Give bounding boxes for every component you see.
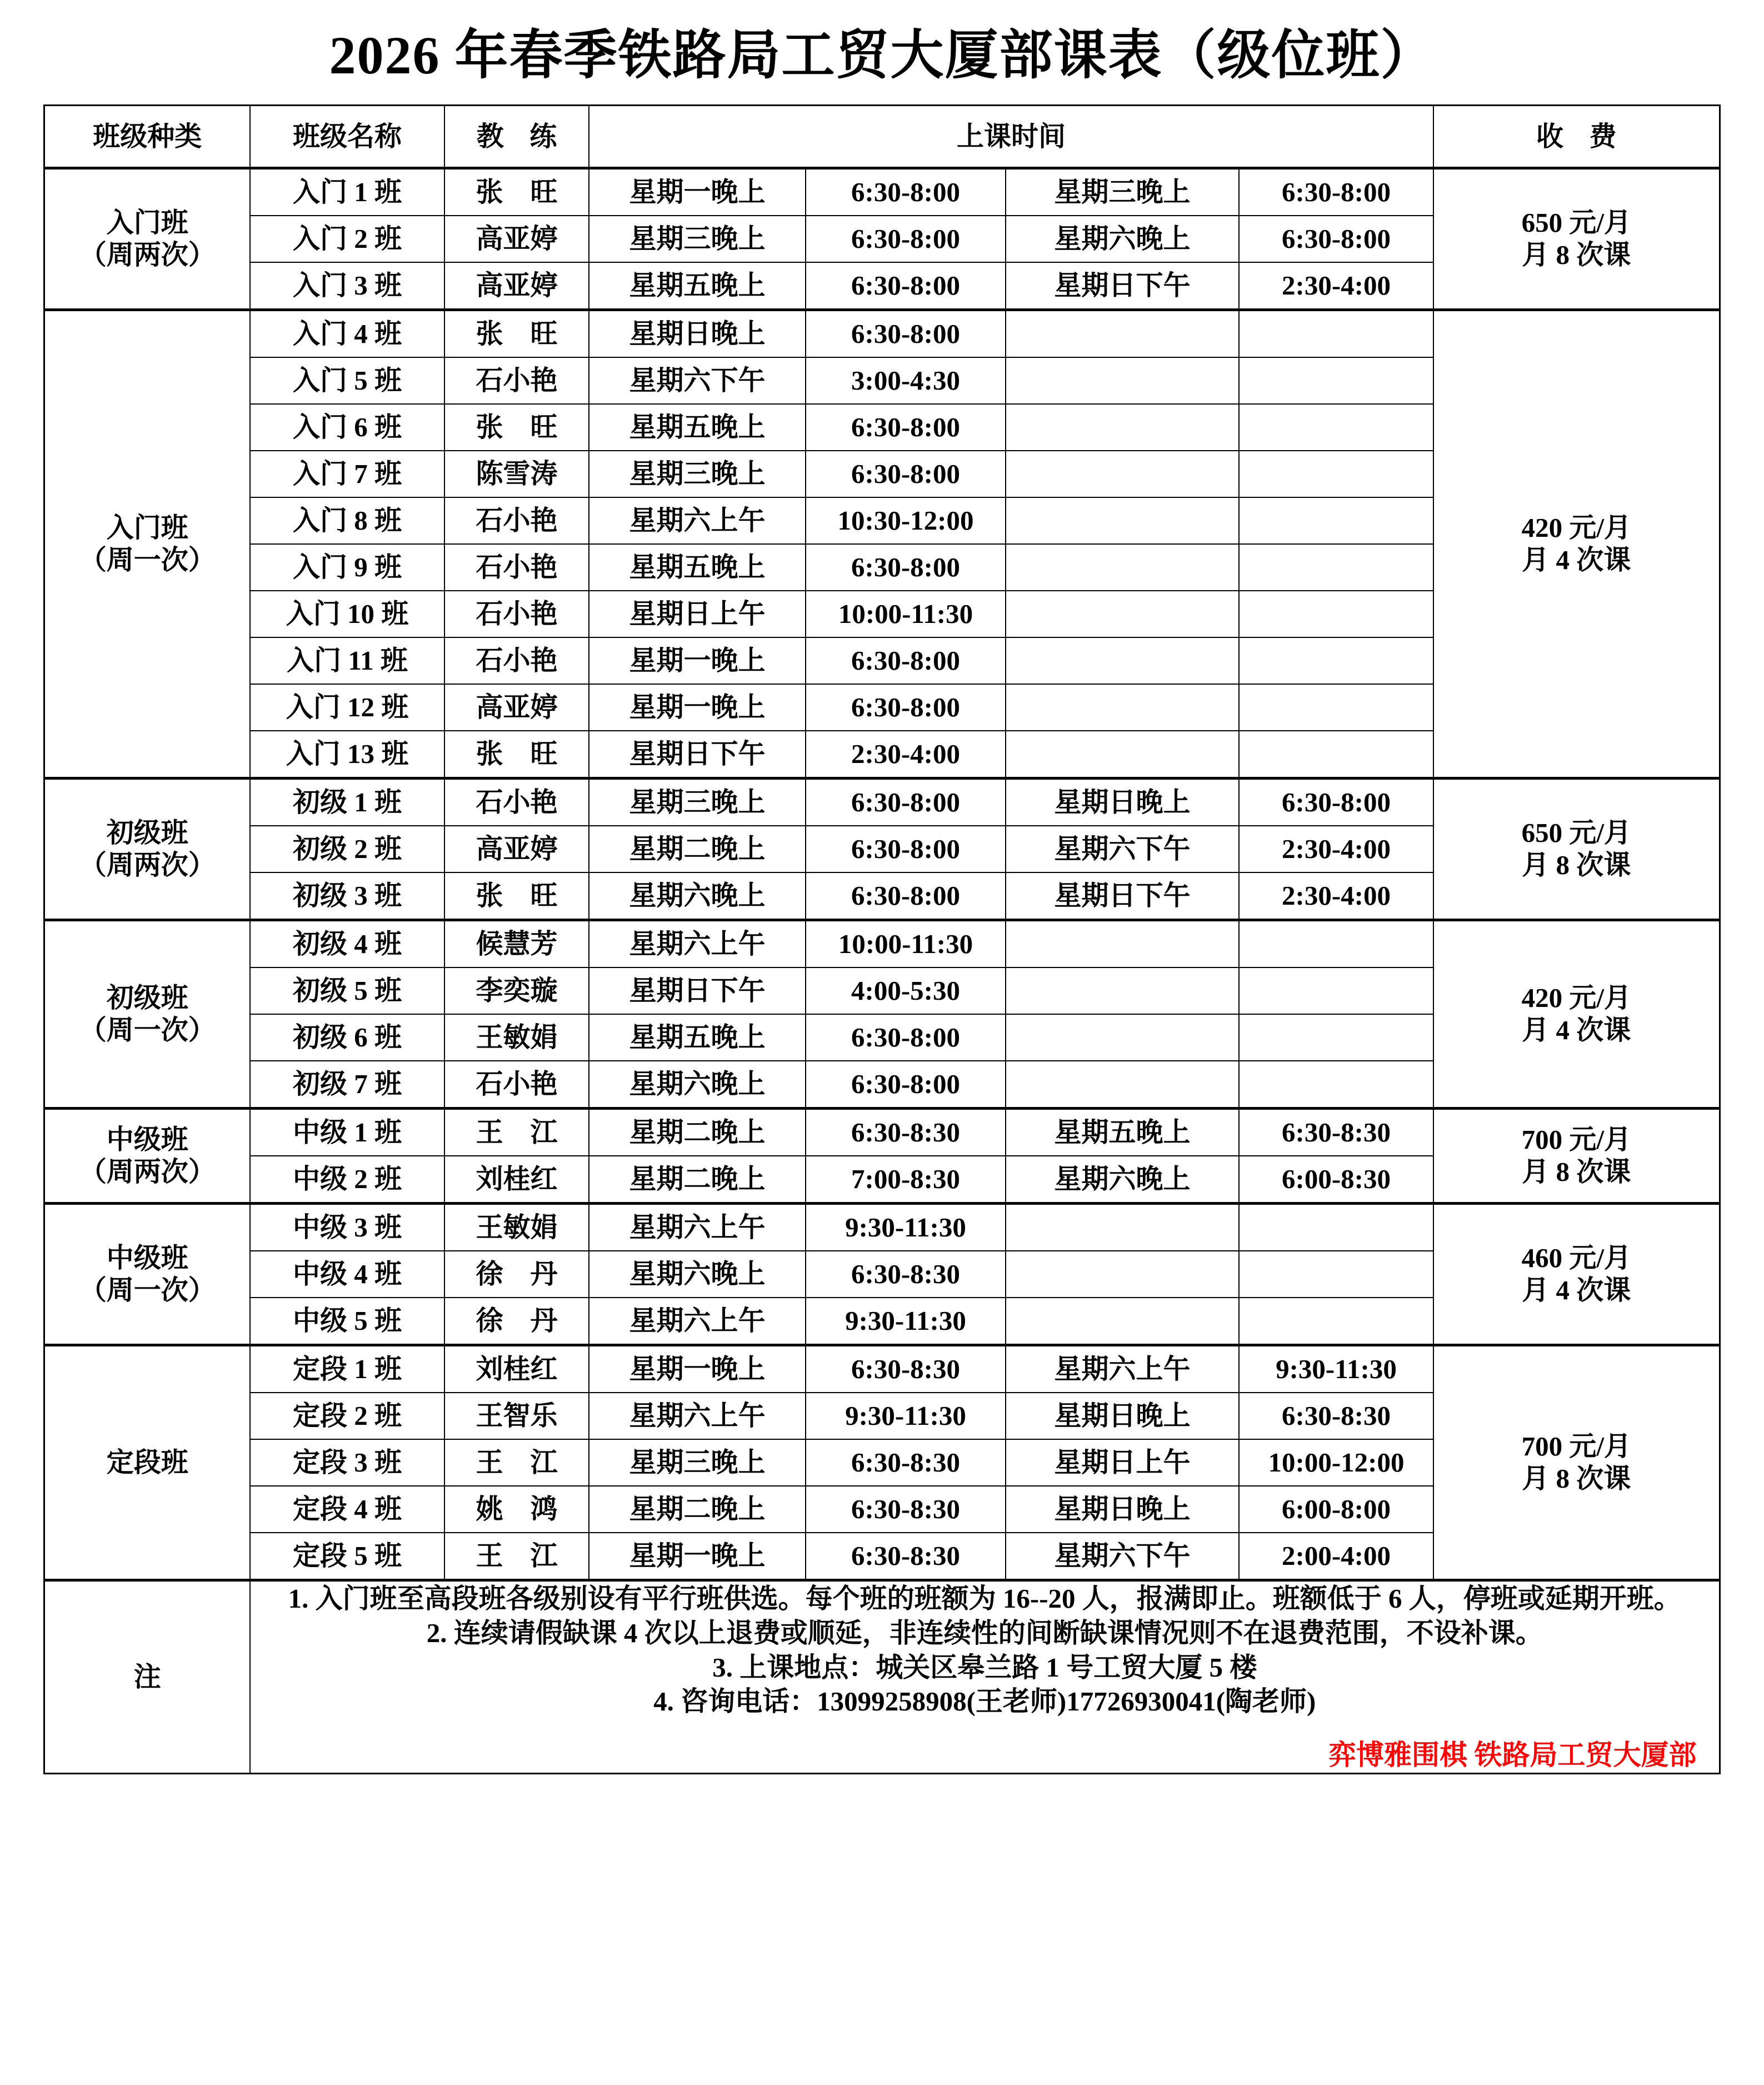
header-fee-char1: 收 [1536,121,1563,152]
table-head [44,106,1720,168]
fee-sessions: 月 4 次课 [1522,545,1631,575]
day-1-cell: 星期一晚上 [589,1533,806,1580]
coach-cell: 高亚婷 [444,826,589,872]
day-1-cell: 星期二晚上 [589,1156,806,1204]
time-1-cell: 10:00-11:30 [806,591,1006,637]
coach-cell: 张 旺 [444,168,589,216]
day-1-cell: 星期六下午 [589,357,806,404]
day-2-cell: 星期六晚上 [1006,216,1239,262]
time-1-cell: 4:00-5:30 [806,967,1006,1014]
header-fee-char2: 费 [1589,121,1617,152]
day-1-cell: 星期六上午 [589,1204,806,1251]
fee-amount: 700 元/月 [1521,1431,1631,1462]
day-1-cell: 星期五晚上 [589,544,806,591]
header-coach-char2: 练 [529,121,557,152]
class-name-cell: 入门 11 班 [250,637,444,684]
fee-amount: 420 元/月 [1521,982,1631,1014]
time-2-cell [1239,1251,1433,1298]
day-2-cell [1006,684,1239,731]
time-2-cell [1239,357,1433,404]
class-schedule-table [43,104,1720,1774]
time-2-cell [1239,591,1433,637]
day-2-cell [1006,967,1239,1014]
day-2-cell: 星期六晚上 [1006,1156,1239,1204]
class-name-cell: 中级 4 班 [250,1251,444,1298]
time-1-cell: 6:30-8:00 [806,310,1006,358]
day-2-cell [1006,1204,1239,1251]
time-2-cell: 6:30-8:00 [1239,168,1433,216]
fee-sessions: 月 4 次课 [1522,1015,1631,1045]
class-name-cell: 定段 1 班 [250,1345,444,1393]
time-1-cell: 6:30-8:30 [806,1439,1006,1486]
fee-cell [1433,1204,1720,1345]
day-2-cell: 星期日下午 [1006,262,1239,310]
class-name-cell: 入门 10 班 [250,591,444,637]
class-name-cell: 入门 1 班 [250,168,444,216]
class-name-cell: 入门 5 班 [250,357,444,404]
class-kind-frequency: （周两次） [79,850,216,880]
coach-cell: 刘桂红 [444,1156,589,1204]
table-row [44,779,1720,826]
note-item-1: 1. 入门班至高段班各级别设有平行班供选。每个班的班额为 16--20 人，报满即止。班额低于 6 人，停班或延期开班。 [288,1583,1681,1614]
coach-cell: 王智乐 [444,1393,589,1439]
time-1-cell: 3:00-4:30 [806,357,1006,404]
class-name-cell: 中级 5 班 [250,1298,444,1345]
table-row [44,1109,1720,1156]
fee-sessions: 月 8 次课 [1522,240,1631,270]
time-1-cell: 6:30-8:00 [806,826,1006,872]
class-kind-frequency: （周一次） [79,1015,216,1045]
fee-cell [1433,1109,1720,1204]
day-2-cell [1006,357,1239,404]
day-2-cell: 星期六上午 [1006,1345,1239,1393]
time-1-cell: 6:30-8:30 [806,1251,1006,1298]
day-1-cell: 星期一晚上 [589,684,806,731]
fee-sessions: 月 8 次课 [1522,1156,1631,1187]
day-1-cell: 星期六晚上 [589,872,806,920]
day-1-cell: 星期二晚上 [589,1109,806,1156]
time-2-cell: 6:00-8:30 [1239,1156,1433,1204]
day-2-cell: 星期五晚上 [1006,1109,1239,1156]
time-1-cell: 6:30-8:00 [806,684,1006,731]
class-kind-cell [44,168,250,310]
day-2-cell [1006,1014,1239,1061]
time-2-cell [1239,1014,1433,1061]
class-kind-label: 中级班 [106,1124,188,1155]
day-2-cell [1006,310,1239,358]
day-2-cell [1006,1298,1239,1345]
fee-amount: 650 元/月 [1521,817,1631,849]
time-1-cell: 6:30-8:00 [806,451,1006,497]
time-1-cell: 6:30-8:00 [806,168,1006,216]
time-1-cell: 6:30-8:00 [806,1014,1006,1061]
coach-cell: 徐 丹 [444,1251,589,1298]
time-2-cell [1239,637,1433,684]
class-name-cell: 定段 5 班 [250,1533,444,1580]
time-2-cell [1239,404,1433,451]
coach-cell: 陈雪涛 [444,451,589,497]
organization-signature: 弈博雅围棋 铁路局工贸大厦部 [1328,1739,1697,1771]
day-2-cell [1006,451,1239,497]
day-2-cell: 星期日晚上 [1006,1486,1239,1533]
time-2-cell [1239,920,1433,968]
class-kind-label: 入门班 [106,207,188,238]
page-title: 2026 年春季铁路局工贸大厦部课表（级位班） [329,26,1435,85]
day-1-cell: 星期一晚上 [589,168,806,216]
class-kind-cell [44,1204,250,1345]
fee-cell [1433,1345,1720,1580]
class-name-cell: 入门 3 班 [250,262,444,310]
coach-cell: 石小艳 [444,779,589,826]
time-2-cell [1239,310,1433,358]
coach-cell: 李奕璇 [444,967,589,1014]
class-name-cell: 入门 2 班 [250,216,444,262]
class-name-cell: 入门 12 班 [250,684,444,731]
coach-cell: 王 江 [444,1109,589,1156]
class-name-cell: 入门 7 班 [250,451,444,497]
time-2-cell: 6:30-8:00 [1239,216,1433,262]
class-kind-cell [44,779,250,920]
day-1-cell: 星期五晚上 [589,404,806,451]
class-kind-cell [44,1109,250,1204]
day-2-cell: 星期日晚上 [1006,1393,1239,1439]
header-fee [1433,106,1720,168]
fee-amount: 700 元/月 [1521,1124,1631,1155]
class-name-cell: 入门 8 班 [250,497,444,544]
time-2-cell: 6:30-8:30 [1239,1393,1433,1439]
fee-sessions: 月 8 次课 [1522,850,1631,880]
coach-cell: 石小艳 [444,591,589,637]
day-1-cell: 星期日下午 [589,731,806,779]
class-name-cell: 初级 7 班 [250,1061,444,1109]
day-1-cell: 星期三晚上 [589,451,806,497]
time-2-cell: 10:00-12:00 [1239,1439,1433,1486]
time-2-cell [1239,497,1433,544]
table-row [44,168,1720,216]
day-1-cell: 星期二晚上 [589,826,806,872]
fee-cell [1433,310,1720,779]
coach-cell: 石小艳 [444,637,589,684]
class-name-cell: 初级 5 班 [250,967,444,1014]
coach-cell: 张 旺 [444,731,589,779]
class-kind-frequency: （周两次） [79,240,216,270]
time-2-cell: 6:00-8:00 [1239,1486,1433,1533]
coach-cell: 王敏娟 [444,1204,589,1251]
day-1-cell: 星期日下午 [589,967,806,1014]
time-1-cell: 6:30-8:30 [806,1533,1006,1580]
header-coach-char1: 教 [476,121,504,152]
class-name-cell: 入门 9 班 [250,544,444,591]
class-kind-label: 定段班 [106,1447,188,1478]
coach-cell: 高亚婷 [444,262,589,310]
note-item-4: 4. 咨询电话：13099258908(王老师)17726930041(陶老师) [653,1686,1316,1717]
coach-cell: 张 旺 [444,404,589,451]
class-kind-frequency: （周两次） [79,1156,216,1187]
fee-amount: 420 元/月 [1521,512,1631,543]
fee-amount: 460 元/月 [1521,1243,1631,1274]
table-row [44,1345,1720,1393]
class-name-cell: 入门 13 班 [250,731,444,779]
fee-cell [1433,168,1720,310]
day-1-cell: 星期六上午 [589,1298,806,1345]
day-1-cell: 星期六上午 [589,1393,806,1439]
time-2-cell [1239,1061,1433,1109]
class-kind-cell [44,1345,250,1580]
time-1-cell: 6:30-8:00 [806,262,1006,310]
time-1-cell: 2:30-4:00 [806,731,1006,779]
time-2-cell: 2:30-4:00 [1239,826,1433,872]
day-1-cell: 星期三晚上 [589,216,806,262]
day-2-cell: 星期日上午 [1006,1439,1239,1486]
coach-cell: 高亚婷 [444,216,589,262]
class-kind-label: 初级班 [106,817,188,849]
table-row [44,1204,1720,1251]
day-2-cell [1006,1251,1239,1298]
time-1-cell: 6:30-8:00 [806,1061,1006,1109]
table-row [44,310,1720,358]
day-1-cell: 星期六晚上 [589,1061,806,1109]
time-2-cell [1239,731,1433,779]
class-kind-label: 中级班 [106,1243,188,1274]
class-kind-frequency: （周一次） [79,1275,216,1305]
time-1-cell: 6:30-8:30 [806,1109,1006,1156]
coach-cell: 高亚婷 [444,684,589,731]
time-2-cell [1239,1298,1433,1345]
day-1-cell: 星期一晚上 [589,1345,806,1393]
coach-cell: 候慧芳 [444,920,589,968]
class-name-cell: 初级 2 班 [250,826,444,872]
class-name-cell: 中级 1 班 [250,1109,444,1156]
day-1-cell: 星期六上午 [589,920,806,968]
time-1-cell: 9:30-11:30 [806,1204,1006,1251]
time-1-cell: 9:30-11:30 [806,1298,1006,1345]
class-name-cell: 初级 1 班 [250,779,444,826]
coach-cell: 石小艳 [444,544,589,591]
coach-cell: 王 江 [444,1533,589,1580]
day-1-cell: 星期五晚上 [589,1014,806,1061]
day-1-cell: 星期五晚上 [589,262,806,310]
coach-cell: 石小艳 [444,497,589,544]
day-1-cell: 星期二晚上 [589,1486,806,1533]
class-kind-label: 初级班 [106,982,188,1014]
class-kind-cell [44,920,250,1109]
time-1-cell: 9:30-11:30 [806,1393,1006,1439]
fee-amount: 650 元/月 [1521,207,1631,238]
table-body [44,168,1720,1774]
time-1-cell: 6:30-8:00 [806,216,1006,262]
class-name-cell: 入门 6 班 [250,404,444,451]
day-1-cell: 星期六晚上 [589,1251,806,1298]
time-1-cell: 7:00-8:30 [806,1156,1006,1204]
time-2-cell: 2:00-4:00 [1239,1533,1433,1580]
coach-cell: 王敏娟 [444,1014,589,1061]
day-1-cell: 星期六上午 [589,497,806,544]
coach-cell: 石小艳 [444,357,589,404]
coach-cell: 刘桂红 [444,1345,589,1393]
day-2-cell: 星期日晚上 [1006,779,1239,826]
class-name-cell: 定段 4 班 [250,1486,444,1533]
fee-cell [1433,779,1720,920]
class-name-cell: 入门 4 班 [250,310,444,358]
time-1-cell: 6:30-8:00 [806,872,1006,920]
day-2-cell [1006,1061,1239,1109]
time-1-cell: 6:30-8:00 [806,404,1006,451]
header-class-kind: 班级种类 [44,106,250,168]
day-2-cell [1006,404,1239,451]
day-1-cell: 星期一晚上 [589,637,806,684]
time-1-cell: 10:00-11:30 [806,920,1006,968]
time-2-cell: 2:30-4:00 [1239,262,1433,310]
class-name-cell: 中级 3 班 [250,1204,444,1251]
time-2-cell: 2:30-4:00 [1239,872,1433,920]
note-item-3: 3. 上课地点：城关区皋兰路 1 号工贸大厦 5 楼 [712,1652,1257,1683]
day-1-cell: 星期三晚上 [589,1439,806,1486]
class-kind-frequency: （周一次） [79,545,216,575]
day-2-cell: 星期六下午 [1006,1533,1239,1580]
time-2-cell [1239,684,1433,731]
coach-cell: 石小艳 [444,1061,589,1109]
time-1-cell: 6:30-8:00 [806,637,1006,684]
header-class-name: 班级名称 [250,106,444,168]
time-2-cell [1239,544,1433,591]
day-1-cell: 星期三晚上 [589,779,806,826]
time-1-cell: 10:30-12:00 [806,497,1006,544]
class-name-cell: 定段 3 班 [250,1439,444,1486]
time-2-cell: 9:30-11:30 [1239,1345,1433,1393]
fee-sessions: 月 8 次课 [1522,1463,1631,1494]
fee-sessions: 月 4 次课 [1522,1275,1631,1305]
day-2-cell: 星期六下午 [1006,826,1239,872]
table-row [44,920,1720,968]
class-name-cell: 初级 3 班 [250,872,444,920]
day-2-cell [1006,637,1239,684]
class-name-cell: 中级 2 班 [250,1156,444,1204]
coach-cell: 姚 鸿 [444,1486,589,1533]
fee-cell [1433,920,1720,1109]
time-2-cell [1239,1204,1433,1251]
time-1-cell: 6:30-8:00 [806,779,1006,826]
day-2-cell [1006,544,1239,591]
day-2-cell: 星期三晚上 [1006,168,1239,216]
class-name-cell: 初级 6 班 [250,1014,444,1061]
time-2-cell: 6:30-8:30 [1239,1109,1433,1156]
coach-cell: 张 旺 [444,310,589,358]
coach-cell: 张 旺 [444,872,589,920]
day-2-cell [1006,591,1239,637]
time-2-cell [1239,967,1433,1014]
day-2-cell [1006,920,1239,968]
notes-label: 注 [44,1580,250,1774]
day-2-cell: 星期日下午 [1006,872,1239,920]
notes-row [44,1580,1720,1774]
time-1-cell: 6:30-8:30 [806,1345,1006,1393]
time-1-cell: 6:30-8:00 [806,544,1006,591]
time-2-cell [1239,451,1433,497]
day-2-cell [1006,731,1239,779]
day-1-cell: 星期日上午 [589,591,806,637]
coach-cell: 王 江 [444,1439,589,1486]
class-name-cell: 定段 2 班 [250,1393,444,1439]
note-item-2: 2. 连续请假缺课 4 次以上退费或顺延，非连续性的间断缺课情况则不在退费范围，不设补课。 [426,1617,1543,1648]
notes-content [250,1580,1720,1774]
header-class-time: 上课时间 [589,106,1433,168]
time-2-cell: 6:30-8:00 [1239,779,1433,826]
time-1-cell: 6:30-8:30 [806,1486,1006,1533]
class-kind-label: 入门班 [106,512,188,543]
class-name-cell: 初级 4 班 [250,920,444,968]
header-coach [444,106,589,168]
header-row [44,106,1720,168]
class-kind-cell [44,310,250,779]
coach-cell: 徐 丹 [444,1298,589,1345]
day-2-cell [1006,497,1239,544]
day-1-cell: 星期日晚上 [589,310,806,358]
